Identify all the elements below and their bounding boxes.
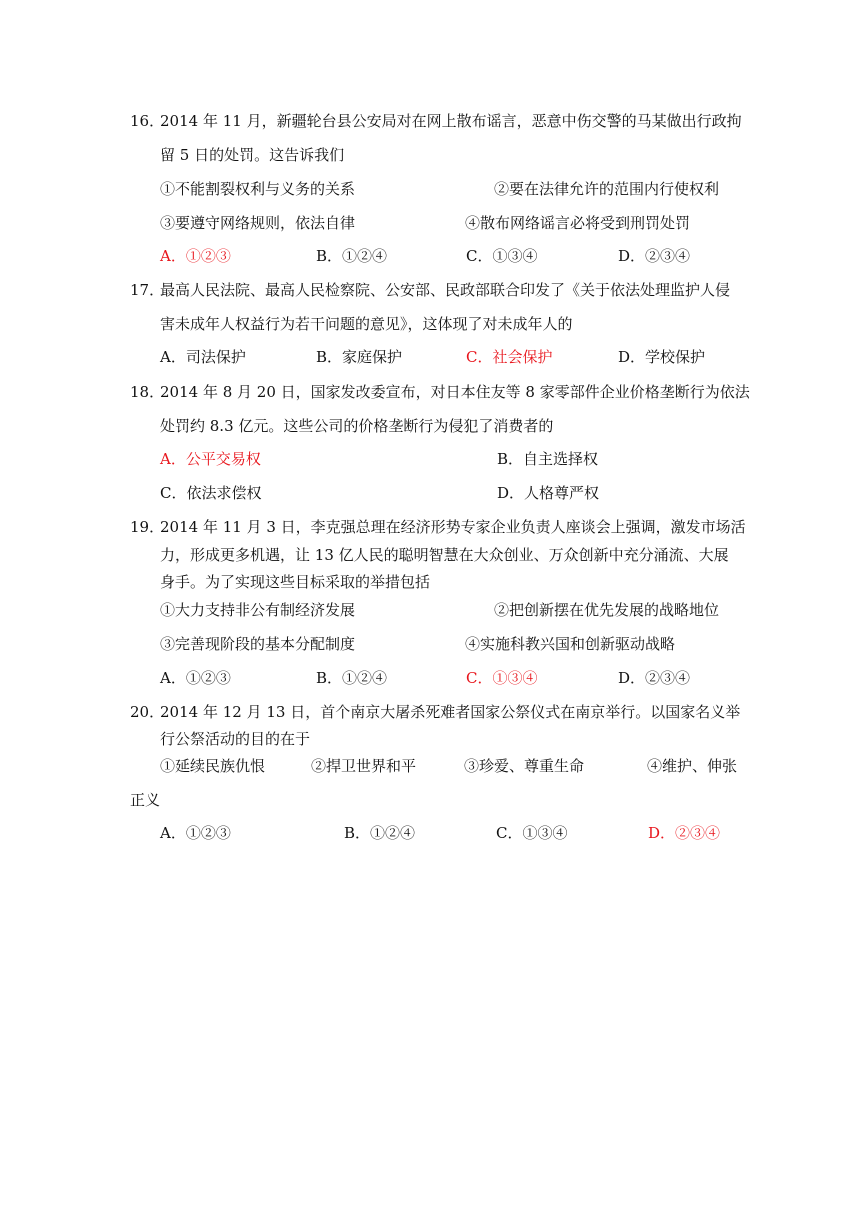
statement-2: ②捍卫世界和平: [311, 757, 417, 775]
option-b: B．家庭保护: [316, 348, 403, 366]
statement-3: ③珍爱、尊重生命: [464, 757, 585, 775]
statement-4-continued: 正义: [130, 791, 161, 809]
statement-3: ③完善现阶段的基本分配制度: [160, 635, 356, 653]
question-stem-line: 2014 年 11 月 3 日，李克强总理在经济形势专家企业负责人座谈会上强调，激发市场活: [160, 518, 746, 536]
option-a-answer: A．公平交易权: [160, 450, 261, 468]
option-d-answer: D．②③④: [648, 824, 721, 842]
question-stem-line: 害未成年人权益行为若干问题的意见》，这体现了对未成年人的: [160, 315, 573, 333]
question-number: 17．: [130, 281, 165, 299]
option-c: C．①③④: [466, 247, 538, 265]
statement-4: ④实施科教兴国和创新驱动战略: [465, 635, 676, 653]
question-stem-line: 最高人民法院、最高人民检察院、公安部、民政部联合印发了《关于依法处理监护人侵: [160, 281, 731, 299]
statement-2: ②把创新摆在优先发展的战略地位: [494, 601, 720, 619]
option-b: B．①②④: [344, 824, 416, 842]
option-b: B．①②④: [316, 669, 388, 687]
option-b: B．①②④: [316, 247, 388, 265]
statement-1: ①大力支持非公有制经济发展: [160, 601, 356, 619]
option-a: A．①②③: [160, 669, 231, 687]
question-number: 19．: [130, 518, 165, 536]
question-stem-line: 力，形成更多机遇，让 13 亿人民的聪明智慧在大众创业、万众创新中充分涌流、大展: [160, 546, 729, 564]
statement-3: ③要遵守网络规则，依法自律: [160, 214, 356, 232]
option-d: D．学校保护: [618, 348, 706, 366]
statement-4: ④散布网络谣言必将受到刑罚处罚: [465, 214, 691, 232]
option-d: D．②③④: [618, 669, 691, 687]
option-c-answer: C．①③④: [466, 669, 538, 687]
question-number: 20．: [130, 703, 165, 721]
question-stem-line: 行公祭活动的目的在于: [160, 730, 311, 748]
option-b: B．自主选择权: [497, 450, 599, 468]
question-stem-line: 身手。为了实现这些目标采取的举措包括: [160, 573, 431, 591]
option-a: A．①②③: [160, 824, 231, 842]
question-number: 18．: [130, 383, 165, 401]
option-d: D．人格尊严权: [497, 484, 600, 502]
option-d: D．②③④: [618, 247, 691, 265]
question-stem-line: 2014 年 8 月 20 日，国家发改委宣布，对日本住友等 8 家零部件企业价格垄断行为依法: [160, 383, 750, 401]
statement-4: ④维护、伸张: [647, 757, 738, 775]
question-stem-line: 2014 年 12 月 13 日，首个南京大屠杀死难者国家公祭仪式在南京举行。以国家名义举: [160, 703, 741, 721]
question-stem-line: 2014 年 11 月，新疆轮台县公安局对在网上散布谣言，恶意中伤交警的马某做出行政拘: [160, 112, 742, 130]
option-c: C．①③④: [496, 824, 568, 842]
statement-1: ①不能割裂权利与义务的关系: [160, 180, 356, 198]
option-a-answer: A．①②③: [160, 247, 231, 265]
statement-1: ①延续民族仇恨: [160, 757, 266, 775]
question-number: 16．: [130, 112, 165, 130]
question-stem-line: 留 5 日的处罚。这告诉我们: [160, 146, 345, 164]
question-stem-line: 处罚约 8.3 亿元。这些公司的价格垄断行为侵犯了消费者的: [160, 417, 554, 435]
option-c-answer: C．社会保护: [466, 348, 553, 366]
option-c: C．依法求偿权: [160, 484, 262, 502]
option-a: A．司法保护: [160, 348, 246, 366]
statement-2: ②要在法律允许的范围内行使权利: [494, 180, 720, 198]
